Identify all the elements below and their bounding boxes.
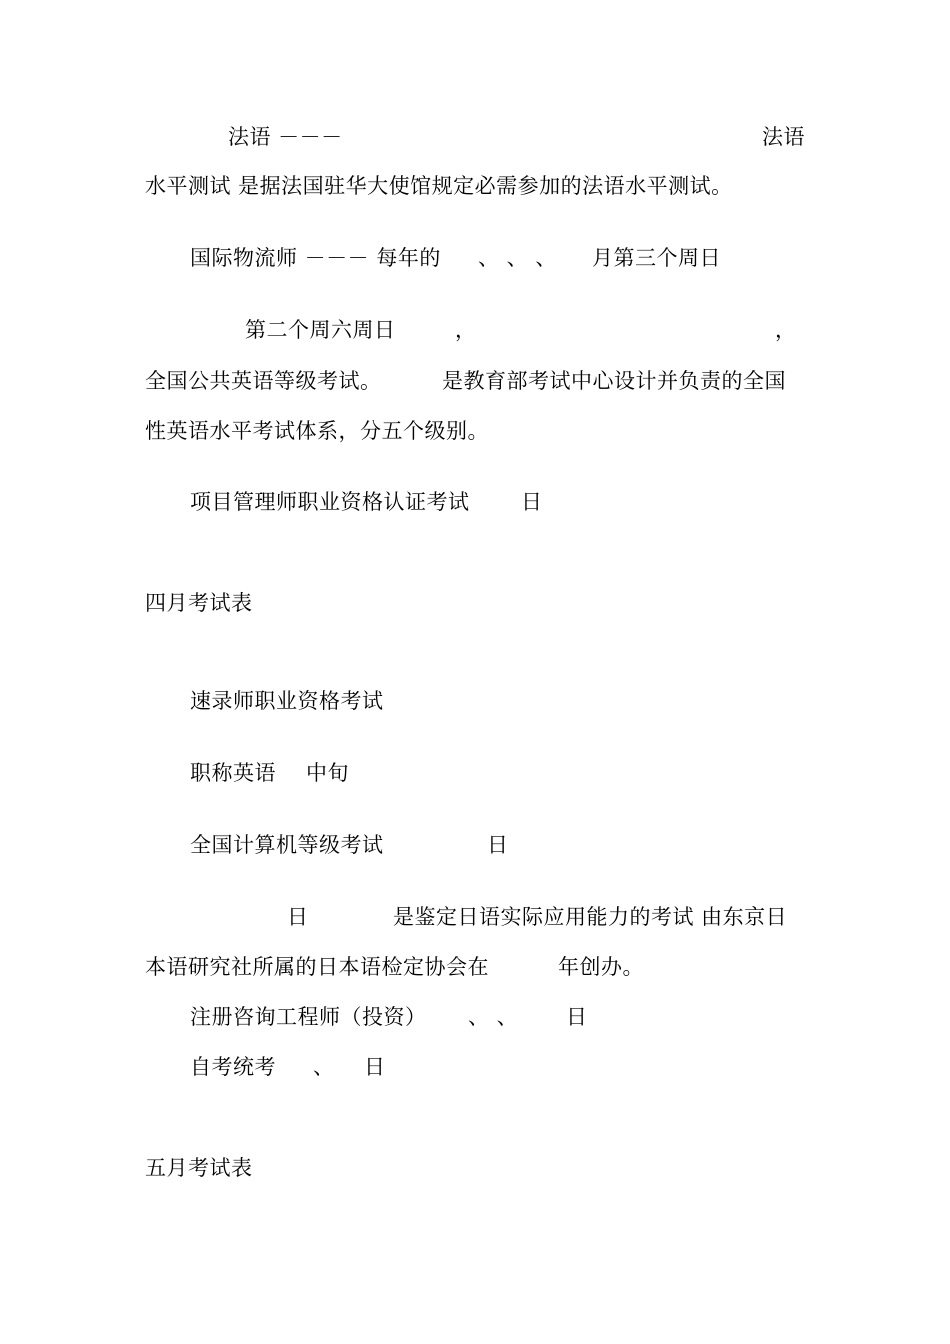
title-english-exam-date: 中旬 [306,761,349,785]
computer-exam-label: 全国计算机等级考试 [190,833,384,857]
logistics-exam-label: 国际物流师 －－－ 每年的 [190,246,441,270]
japanese-exam-founded: 年创办。 [558,955,644,979]
logistics-exam-date: 月第三个周日 [592,246,721,270]
self-study-separator: 、 [313,1055,335,1079]
french-exam-description: 水平测试 是据法国驻华大使馆规定必需参加的法语水平测试。 [145,174,733,198]
self-study-day: 日 [364,1055,386,1079]
pm-exam-label: 项目管理师职业资格认证考试 [190,490,470,514]
pets-exam-date: 第二个周六周日 [245,318,396,342]
french-exam-label-right: 法语 [762,125,805,149]
comma-mark: ， [455,318,477,342]
japanese-exam-description-cont: 本语研究社所属的日本语检定协会在 [145,955,489,979]
pets-exam-description: 是教育部考试中心设计并负责的全国 [442,369,786,393]
consulting-engineer-day: 日 [566,1005,588,1029]
pets-exam-description-cont: 性英语水平考试体系，分五个级别。 [145,419,489,443]
logistics-exam-separators: 、 、 、 [478,246,557,270]
japanese-exam-description: 是鉴定日语实际应用能力的考试 由东京日 [393,905,788,929]
self-study-exam-label: 自考统考 [190,1055,276,1079]
consulting-engineer-exam-label: 注册咨询工程师（投资） [190,1005,427,1029]
comma-mark-right: ， [775,318,797,342]
pm-exam-day: 日 [521,490,543,514]
pets-exam-label: 全国公共英语等级考试。 [145,369,382,393]
may-heading: 五月考试表 [145,1156,253,1180]
french-exam-label: 法语 －－－ [228,125,343,149]
title-english-exam-label: 职称英语 [190,761,276,785]
april-heading: 四月考试表 [145,591,253,615]
consulting-engineer-separators: 、 、 [468,1005,519,1029]
japanese-exam-day: 日 [287,905,309,929]
stenographer-exam-label: 速录师职业资格考试 [190,689,384,713]
computer-exam-day: 日 [487,833,509,857]
